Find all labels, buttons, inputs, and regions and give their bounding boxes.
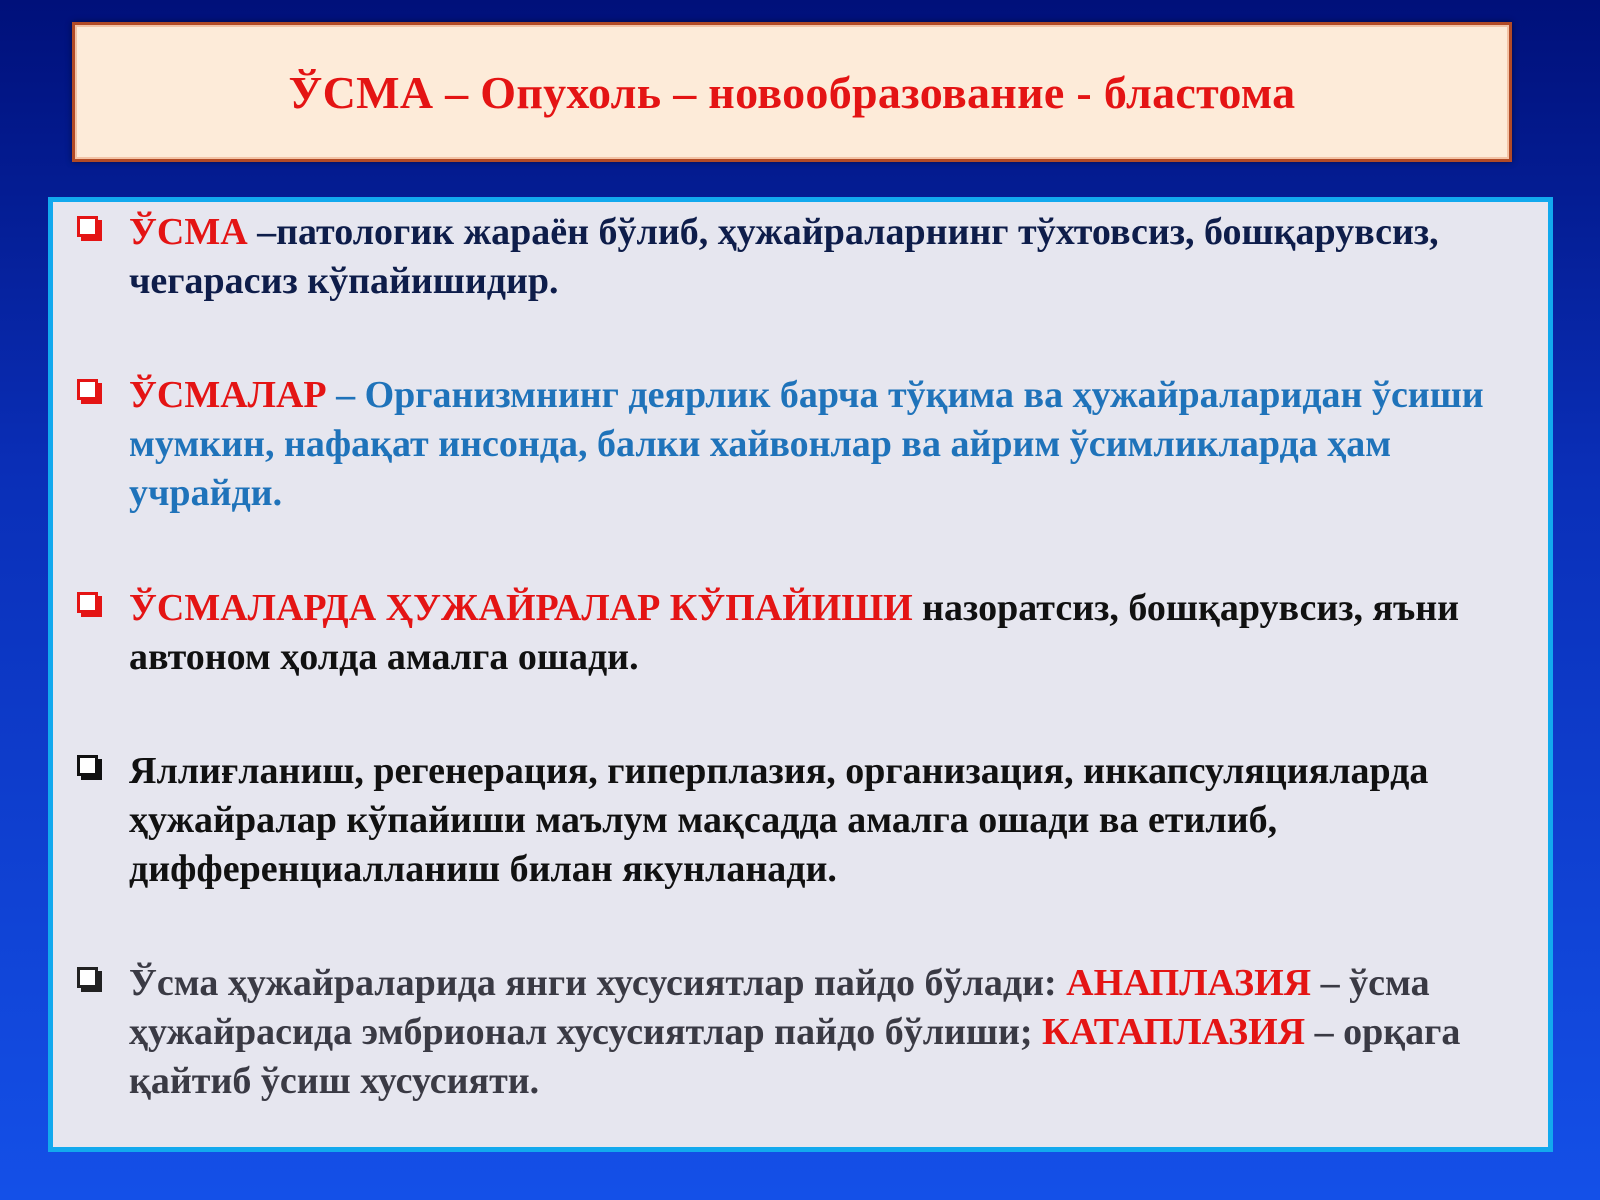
square-checkbox-bullet-icon bbox=[77, 208, 129, 248]
square-checkbox-bullet-icon bbox=[77, 959, 129, 999]
definition-text: назоратсиз, бошқарувсиз, яъни автоном ҳолда амалга ошади. bbox=[129, 587, 1460, 678]
term-proliferation: ЎСМАЛАРДА ҲУЖАЙРАЛАР КЎПАЙИШИ bbox=[129, 587, 913, 629]
definition-text: – ўсма ҳужайрасида эмбрионал хусусиятлар пайдо бўлиши; bbox=[129, 962, 1430, 1053]
square-checkbox-bullet-icon bbox=[77, 371, 129, 411]
term-anaplasia: АНАПЛАЗИЯ bbox=[1066, 962, 1312, 1004]
term-usmalar: ЎСМАЛАР bbox=[129, 374, 327, 416]
list-item-text bbox=[129, 747, 1520, 894]
definition-text: –патологик жараён бўлиб, ҳужайраларнинг тўхтовсиз, бошқарувсиз, чегарасиз кўпайишидир. bbox=[129, 211, 1439, 302]
definition-text: – орқага қайтиб ўсиш хусусияти. bbox=[129, 1011, 1461, 1102]
slide-title: ЎСМА – Опухоль – новообразование - бластома bbox=[288, 66, 1296, 118]
list-item bbox=[77, 747, 1520, 894]
term-cataplasia: КАТАПЛАЗИЯ bbox=[1042, 1011, 1306, 1053]
list-item-text bbox=[129, 959, 1520, 1106]
square-checkbox-bullet-icon bbox=[77, 584, 129, 624]
title-banner bbox=[72, 22, 1512, 162]
definition-text: – Организмнинг деярлик барча тўқима ва ҳужайраларидан ўсиши мумкин, нафақат инсонда, балки хайвонлар ва айрим ўсимликларда ҳам учрайди. bbox=[129, 374, 1484, 514]
definition-text: Ўсма ҳужайраларида янги хусусиятлар пайдо бўлади: bbox=[129, 962, 1067, 1004]
list-item-text bbox=[129, 584, 1520, 682]
definition-text: Яллиғланиш, регенерация, гиперплазия, организация, инкапсуляцияларда ҳужайралар кўпайиши маълум мақсадда амалга ошади ва етилиб, дифференциалланиш билан якунланади. bbox=[129, 750, 1429, 890]
square-checkbox-bullet-icon bbox=[77, 747, 129, 787]
list-item bbox=[77, 371, 1520, 518]
list-item bbox=[77, 959, 1520, 1106]
list-item-text bbox=[129, 371, 1520, 518]
list-item bbox=[77, 208, 1520, 306]
list-item bbox=[77, 584, 1520, 682]
list-item-text bbox=[129, 208, 1520, 306]
content-panel bbox=[48, 197, 1553, 1152]
term-usma: ЎСМА bbox=[129, 211, 248, 253]
